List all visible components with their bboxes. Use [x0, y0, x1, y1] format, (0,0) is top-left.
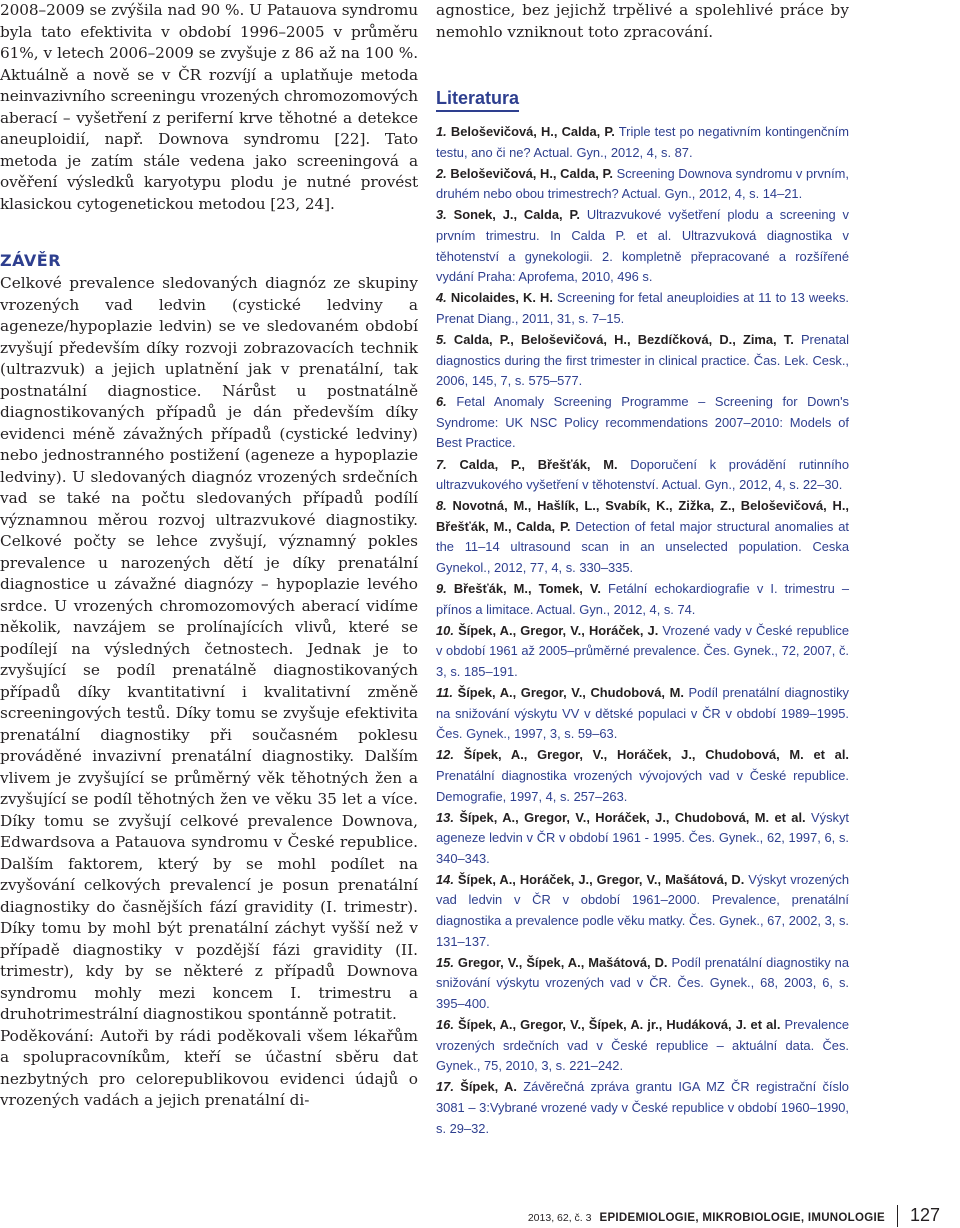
reference-number: 5.	[436, 331, 447, 347]
reference-text: Ultrazvukové vyšetření plodu a screening v prvním trimestru. In Calda P. et al. Ultrazvuková diagnostika v těhotenství a gynekologii. 2. kompletně přepracované a rozšířené vydání Praha: Aprofema, 2010, 496 s.	[436, 207, 849, 285]
reference-item	[436, 745, 849, 807]
right-column	[436, 0, 849, 1140]
page-footer	[528, 1205, 940, 1227]
reference-text: Screening Downova syndromu v prvním, druhém nebo obou trimestrech? Actual. Gyn., 2012, 4, s. 14–21.	[436, 165, 849, 202]
reference-item	[436, 392, 849, 454]
reference-item	[436, 808, 849, 870]
reference-text: Detection of fetal major structural anomalies at the 11–14 ultrasound scan in an unselected population. Ceska Gynekol., 2012, 77, 4, s. 330–335.	[436, 518, 849, 575]
reference-text: Screening for fetal aneuploidies at 11 to 13 weeks. Prenat Diang., 2011, 31, s. 7–15.	[436, 290, 849, 326]
reference-authors: Břešťák, M., Tomek, V.	[453, 581, 601, 597]
reference-number: 3.	[436, 207, 447, 223]
reference-number: 15.	[436, 954, 454, 970]
reference-item	[436, 122, 849, 163]
reference-number: 11.	[436, 685, 453, 701]
reference-text: Prenatal diagnostics during the first trimester in clinical practice. Čas. Lek. Cesk., 2006, 145, 7, s. 575–577.	[436, 331, 849, 389]
footer-issue: 2013, 62, č. 3	[527, 1212, 592, 1224]
reference-authors: Šípek, A., Gregor, V., Horáček, J.	[458, 622, 659, 638]
reference-item	[436, 455, 849, 496]
reference-text: Výskyt vrozených vad ledvin v ČR v období 1961–2000. Prevalence, prenatální diagnostika a prevalence podle věku matky. Čes. Gynek., 67, 2002, 3, s. 131–137.	[436, 871, 849, 949]
reference-number: 4.	[436, 290, 447, 306]
reference-authors: Novotná, M., Hašlík, L., Svabík, K., Zižka, Z., Beloševičová, H., Břešťák, M., Calda, P.	[436, 498, 849, 534]
footer-journal-name: EPIDEMIOLOGIE, MIKROBIOLOGIE, IMUNOLOGIE	[599, 1212, 885, 1224]
reference-item	[436, 1015, 849, 1077]
reference-authors: Šípek, A., Gregor, V., Šípek, A. jr., Hudáková, J. et al.	[458, 1017, 781, 1033]
reference-number: 14.	[436, 871, 454, 887]
reference-text: Doporučení k provádění rutinního ultrazvukového vyšetření v těhotenství. Actual. Gyn., 2012, 4, s. 22–30.	[436, 456, 850, 493]
reference-item	[436, 164, 849, 205]
reference-text: Prenatální diagnostika vrozených vývojových vad v České republice. Demografie, 1997, 4, s. 257–263.	[436, 767, 849, 804]
reference-authors: Beloševičová, H., Calda, P.	[450, 165, 613, 181]
reference-number: 9.	[436, 581, 447, 597]
reference-number: 10.	[436, 622, 454, 638]
reference-authors: Šípek, A., Gregor, V., Horáček, J., Chudobová, M. et al.	[459, 809, 806, 825]
reference-text: Prevalence vrozených srdečních vad v České republice – aktuální data. Čes. Gynek., 75, 2010, 3, s. 221–242.	[436, 1017, 849, 1074]
reference-item	[436, 496, 849, 578]
reference-number: 1.	[436, 124, 447, 139]
footer-divider	[897, 1205, 898, 1227]
reference-item	[436, 870, 849, 952]
reference-item	[436, 621, 849, 683]
reference-text: Závěrečná zpráva grantu IGA MZ ČR registrační číslo 3081 – 3:Vybrané vrozené vady v České republice v období 1960–1990, s. 29–32.	[436, 1079, 849, 1136]
reference-text: Fetální echokardiografie v I. trimestru – přínos a limitace. Actual. Gyn., 2012, 4, s. 74.	[436, 581, 849, 617]
reference-text: Podíl prenatální diagnostiky na snižování výskytu VV v dětské populaci v ČR v období 1989–1995. Čes. Gynek., 1997, 3, s. 59–63.	[436, 685, 849, 742]
reference-item	[436, 683, 849, 745]
reference-number: 6.	[436, 394, 447, 410]
reference-item	[436, 205, 849, 287]
reference-number: 16.	[436, 1017, 454, 1033]
reference-text: Vrozené vady v České republice v období 1961 až 2005–průměrné prevalence. Čes. Gynek., 72, 2007, č. 3, s. 185–191.	[436, 622, 849, 679]
page-number: 127	[909, 1205, 940, 1225]
reference-authors: Calda, P., Beloševičová, H., Bezdíčková, D., Zima, T.	[453, 331, 794, 347]
reference-authors: Nicolaides, K. H.	[450, 290, 553, 306]
reference-item	[436, 579, 849, 620]
reference-text: Fetal Anomaly Screening Programme – Screening for Down's Syndrome: UK NSC Policy recommendations 2007–2010: Models of Best Practice.	[436, 394, 849, 451]
reference-number: 12.	[436, 747, 454, 763]
reference-item	[436, 953, 849, 1015]
reference-authors: Gregor, V., Šípek, A., Mašátová, D.	[457, 954, 668, 970]
left-column	[0, 0, 418, 1112]
reference-authors: Šípek, A., Gregor, V., Chudobová, M.	[457, 685, 684, 701]
reference-number: 2.	[436, 165, 447, 181]
intro-paragraph: 2008–2009 se zvýšila nad 90 %. U Patauova syndromu byla tato efektivita v období 1996–2005 v průměru 61%, v letech 2006–2009 se zvyšuje z 86 až na 100 %. Aktuálně a nově se v ČR rozvíjí a uplatňuje metoda neinvazivního screeningu vrozených chromozomových aberací – vyšetření z periferní krve těhotné a detekce aneuploidií, např. Downova syndromu [22]. Tato metoda je zatím stále vedena jako screeningová a ověření výsledků karyotypu plodu je nutné provést klasickou cytogenetickou metodou [23, 24].	[0, 1, 418, 213]
reference-authors: Beloševičová, H., Calda, P.	[450, 124, 615, 139]
reference-number: 8.	[436, 498, 447, 514]
reference-authors: Calda, P., Břešťák, M.	[459, 456, 618, 472]
reference-authors: Šípek, A., Gregor, V., Horáček, J., Chudobová, M. et al.	[463, 747, 849, 763]
reference-text: Triple test po negativním kontingenčním testu, ano či ne? Actual. Gyn., 2012, 4, s. 87.	[436, 124, 849, 160]
reference-item	[436, 288, 849, 329]
reference-number: 13.	[436, 809, 454, 825]
reference-item	[436, 330, 849, 392]
reference-list	[436, 122, 849, 1139]
conclusion-paragraph: Celkové prevalence sledovaných diagnóz ze skupiny vrozených vad ledvin (cystické ledviny a ageneze/hypoplazie ledvin) se ve sledovaném období zvyšují především díky rozvoji zobrazovacích technik (ultrazvuk) a jejich uplatnění jak v prenatální, tak postnatální diagnostice. Nárůst u postnatálně diagnostikovaných případů je dán především díky evidenci méně závažných případů (cystické ledviny) nebo jednostranného postižení (ageneze a hypoplazie ledviny). U sledovaných diagnóz vrozených srdečních vad se také na počtu sledovaných případů podílí významnou měrou rozvoj ultrazvukové diagnostiky. Celkové počty se lehce zvyšují, významný pokles prevalence u narozených dětí je díky prenatální diagnostice u závažné diagnózy – hypoplazie levého srdce. U vrozených chromozomových aberací vidíme několik, navzájem se prolínajících vlivů, které se podílejí na výsledných četnostech. Jednak je to zvyšující se podíl prenatálně diagnostikovaných případů díky kvantitativní i kvalitativní změně screeningových testů. Díky tomu se zvyšuje efektivita prenatální diagnostiky při současném poklesu prováděné invazivní prenatální diagnostiky. Dalším vlivem je zvyšující se průměrný věk těhotných žen a zvyšující se podíl těhotných žen ve věku 35 let a více. Díky tomu se zvyšují celkové prevalence Downova, Edwardsova a Patauova syndromu v České republice. Dalším faktorem, který by se mohl podílet na zvyšování celkových prevalencí je posun prenatální diagnostiky do časnějších fází gravidity (I. trimestr). Díky tomu by mohl být prenatální záchyt vyšší než v případě diagnostiky v pozdější fázi gravidity (II. trimestr), kdy by se některé z případů Downova syndromu mohly mezi koncem I. trimestru a druhotrimestrální diagnostikou spontánně potratit.	[0, 274, 418, 1023]
reference-authors: Sonek, J., Calda, P.	[453, 207, 580, 223]
section-heading-conclusion: ZÁVĚR	[0, 251, 62, 270]
reference-text: Podíl prenatální diagnostiky na snižování výskytu vrozených vad v ČR. Čes. Gynek., 68, 2003, 6, s. 395–400.	[436, 954, 849, 1011]
reference-number: 17.	[436, 1079, 454, 1095]
acknowledgement-paragraph: Poděkování: Autoři by rádi poděkovali všem lékařům a spolupracovníkům, kteří se účastní sběru dat nezbytných pro celorepublikovou evidenci údajů o vrozených vadách a jejich prenatální di-	[0, 1026, 418, 1109]
reference-number: 7.	[436, 456, 447, 472]
carryover-paragraph: agnostice, bez jejichž trpělivé a spolehlivé práce by nemohlo vzniknout toto zpracování.	[436, 1, 849, 41]
reference-authors: Šípek, A., Horáček, J., Gregor, V., Mašátová, D.	[457, 871, 745, 887]
reference-text: Výskyt ageneze ledvin v ČR v období 1961 - 1995. Čes. Gynek., 62, 1997, 6, s. 340–343.	[436, 809, 849, 866]
reference-authors: Šípek, A.	[460, 1079, 517, 1095]
reference-item	[436, 1077, 849, 1139]
literature-heading: Literatura	[436, 88, 519, 112]
